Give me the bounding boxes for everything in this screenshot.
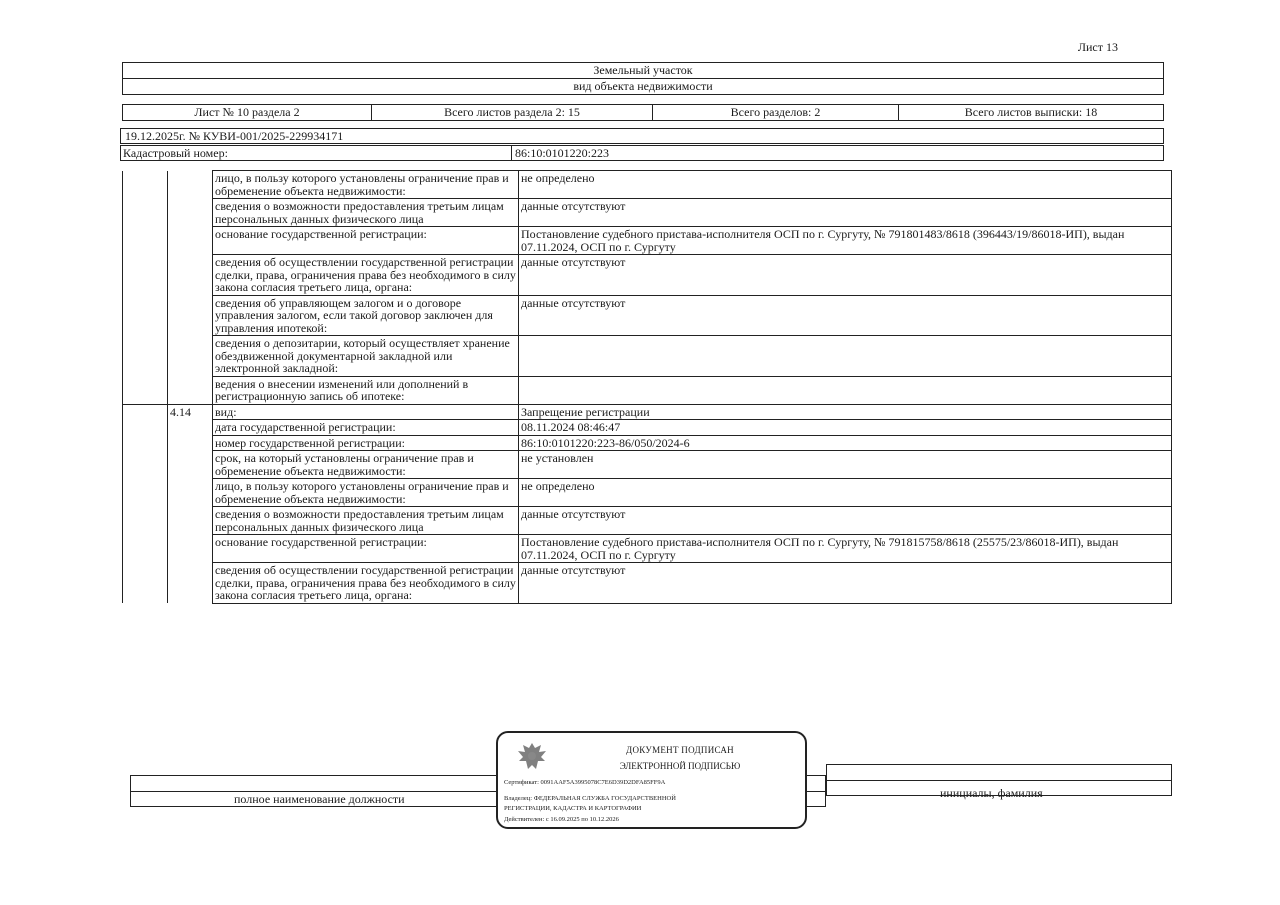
row-margin-cell: [123, 451, 168, 479]
stamp-title: ДОКУМЕНТ ПОДПИСАН: [626, 745, 734, 755]
row-value-cell: не определено: [519, 171, 1172, 199]
row-label-cell: лицо, в пользу которого установлены ограничение прав и обременение объекта недвижимости:: [213, 479, 519, 507]
position-caption: полное наименование должности: [234, 792, 405, 806]
row-value-cell: данные отсутствуют: [519, 199, 1172, 227]
row-label-cell: срок, на который установлены ограничение прав и обременение объекта недвижимости:: [213, 451, 519, 479]
stamp-owner-line2: РЕГИСТРАЦИИ, КАДАСТРА И КАРТОГРАФИИ: [504, 805, 642, 812]
electronic-signature-stamp: [496, 731, 807, 829]
table-row: [123, 295, 1172, 336]
row-label-cell: дата государственной регистрации:: [213, 420, 519, 436]
row-margin-cell: [123, 435, 168, 451]
row-value-cell: данные отсутствуют: [519, 507, 1172, 535]
row-value-cell: данные отсутствуют: [519, 255, 1172, 296]
row-value-cell: не установлен: [519, 451, 1172, 479]
row-label-cell: основание государственной регистрации:: [213, 227, 519, 255]
table-row: [123, 404, 1172, 420]
stamp-owner-line1: Владелец: ФЕДЕРАЛЬНАЯ СЛУЖБА ГОСУДАРСТВЕННОЙ: [504, 795, 676, 802]
row-label-cell: сведения о возможности предоставления третьим лицам персональных данных физического лица: [213, 199, 519, 227]
row-label-cell: вид:: [213, 404, 519, 420]
table-row: [123, 376, 1172, 404]
row-value-cell: [519, 376, 1172, 404]
row-number-cell: [168, 376, 213, 404]
row-number-cell: [168, 199, 213, 227]
row-value-cell: Запрещение регистрации: [519, 404, 1172, 420]
table-row: [123, 255, 1172, 296]
row-label-cell: сведения о депозитарии, который осуществляет хранение обездвиженной документарной закладной или электронной закладной:: [213, 336, 519, 377]
table-row: [123, 479, 1172, 507]
cadastral-value: 86:10:0101220:223: [515, 146, 610, 160]
row-margin-cell: [123, 479, 168, 507]
cadastral-label: Кадастровый номер:: [123, 146, 228, 160]
stamp-certificate: Сертификат: 0091AAF5A3995078C7E6D39D2DFA85FF9A: [504, 779, 666, 786]
row-number-cell: [168, 479, 213, 507]
table-row: [123, 535, 1172, 563]
row-margin-cell: [123, 227, 168, 255]
sheet-number: Лист 13: [1077, 40, 1118, 54]
row-label-cell: лицо, в пользу которого установлены ограничение прав и обременение объекта недвижимости:: [213, 171, 519, 199]
stamp-valid: Действителен: с 16.09.2025 по 10.12.2026: [504, 816, 619, 823]
cadastral-row: [120, 145, 1164, 161]
table-row: [123, 420, 1172, 436]
table-row: [123, 563, 1172, 604]
sheet-info-row: [122, 104, 1164, 121]
row-value-cell: данные отсутствуют: [519, 295, 1172, 336]
row-label-cell: сведения об управляющем залогом и о договоре управления залогом, если такой договор заключен для управления ипотекой:: [213, 295, 519, 336]
row-value-cell: 86:10:0101220:223-86/050/2024-6: [519, 435, 1172, 451]
table-row: [123, 171, 1172, 199]
row-number-cell: [168, 227, 213, 255]
total-sections: Всего разделов: 2: [730, 105, 821, 119]
object-type-caption: вид объекта недвижимости: [122, 78, 1164, 95]
row-label-cell: номер государственной регистрации:: [213, 435, 519, 451]
row-label-cell: основание государственной регистрации:: [213, 535, 519, 563]
table-row: [123, 199, 1172, 227]
row-label-cell: сведения о возможности предоставления третьим лицам персональных данных физического лица: [213, 507, 519, 535]
encumbrance-table: [122, 170, 1172, 604]
row-value-cell: Постановление судебного пристава-исполнителя ОСП по г. Сургуту, № 791801483/8618 (396443/19/86018-ИП), выдан 07.11.2024, ОСП по г. Сургуту: [519, 227, 1172, 255]
table-row: [123, 227, 1172, 255]
divider: [511, 146, 512, 160]
row-number-cell: [168, 255, 213, 296]
row-label-cell: сведения об осуществлении государственной регистрации сделки, права, ограничения права без необходимого в силу закона согласия третьего лица, органа:: [213, 563, 519, 604]
object-type: Земельный участок: [122, 62, 1164, 79]
row-margin-cell: [123, 376, 168, 404]
row-number-cell: 4.14: [168, 404, 213, 420]
row-number-cell: [168, 420, 213, 436]
row-margin-cell: [123, 507, 168, 535]
total-sheets-section: Всего листов раздела 2: 15: [444, 105, 580, 119]
row-value-cell: [519, 336, 1172, 377]
row-number-cell: [168, 295, 213, 336]
table-row: [123, 507, 1172, 535]
stamp-subtitle: ЭЛЕКТРОННОЙ ПОДПИСЬЮ: [619, 761, 741, 771]
row-number-cell: [168, 535, 213, 563]
initials-caption: инициалы, фамилия: [940, 786, 1043, 800]
row-number-cell: [168, 563, 213, 604]
row-label-cell: ведения о внесении изменений или дополнений в регистрационную запись об ипотеке:: [213, 376, 519, 404]
divider: [827, 780, 1171, 781]
row-margin-cell: [123, 404, 168, 420]
row-value-cell: 08.11.2024 08:46:47: [519, 420, 1172, 436]
row-margin-cell: [123, 336, 168, 377]
row-value-cell: данные отсутствуют: [519, 563, 1172, 604]
table-row: [123, 435, 1172, 451]
row-margin-cell: [123, 563, 168, 604]
row-number-cell: [168, 171, 213, 199]
row-number-cell: [168, 435, 213, 451]
row-margin-cell: [123, 171, 168, 199]
row-margin-cell: [123, 535, 168, 563]
total-sheets-extract: Всего листов выписки: 18: [964, 105, 1098, 119]
row-number-cell: [168, 507, 213, 535]
date-number: 19.12.2025г. № КУВИ-001/2025-229934171: [120, 128, 1164, 144]
row-label-cell: сведения об осуществлении государственной регистрации сделки, права, ограничения права без необходимого в силу закона согласия третьего лица, органа:: [213, 255, 519, 296]
row-value-cell: не определено: [519, 479, 1172, 507]
row-margin-cell: [123, 199, 168, 227]
sheet-of-section: Лист № 10 раздела 2: [194, 105, 300, 119]
row-number-cell: [168, 336, 213, 377]
row-margin-cell: [123, 255, 168, 296]
eagle-emblem-icon: [512, 739, 552, 775]
table-row: [123, 336, 1172, 377]
row-margin-cell: [123, 295, 168, 336]
row-margin-cell: [123, 420, 168, 436]
table-row: [123, 451, 1172, 479]
row-value-cell: Постановление судебного пристава-исполнителя ОСП по г. Сургуту, № 791815758/8618 (25575/23/86018-ИП), выдан 07.11.2024, ОСП по г. Сургуту: [519, 535, 1172, 563]
row-number-cell: [168, 451, 213, 479]
